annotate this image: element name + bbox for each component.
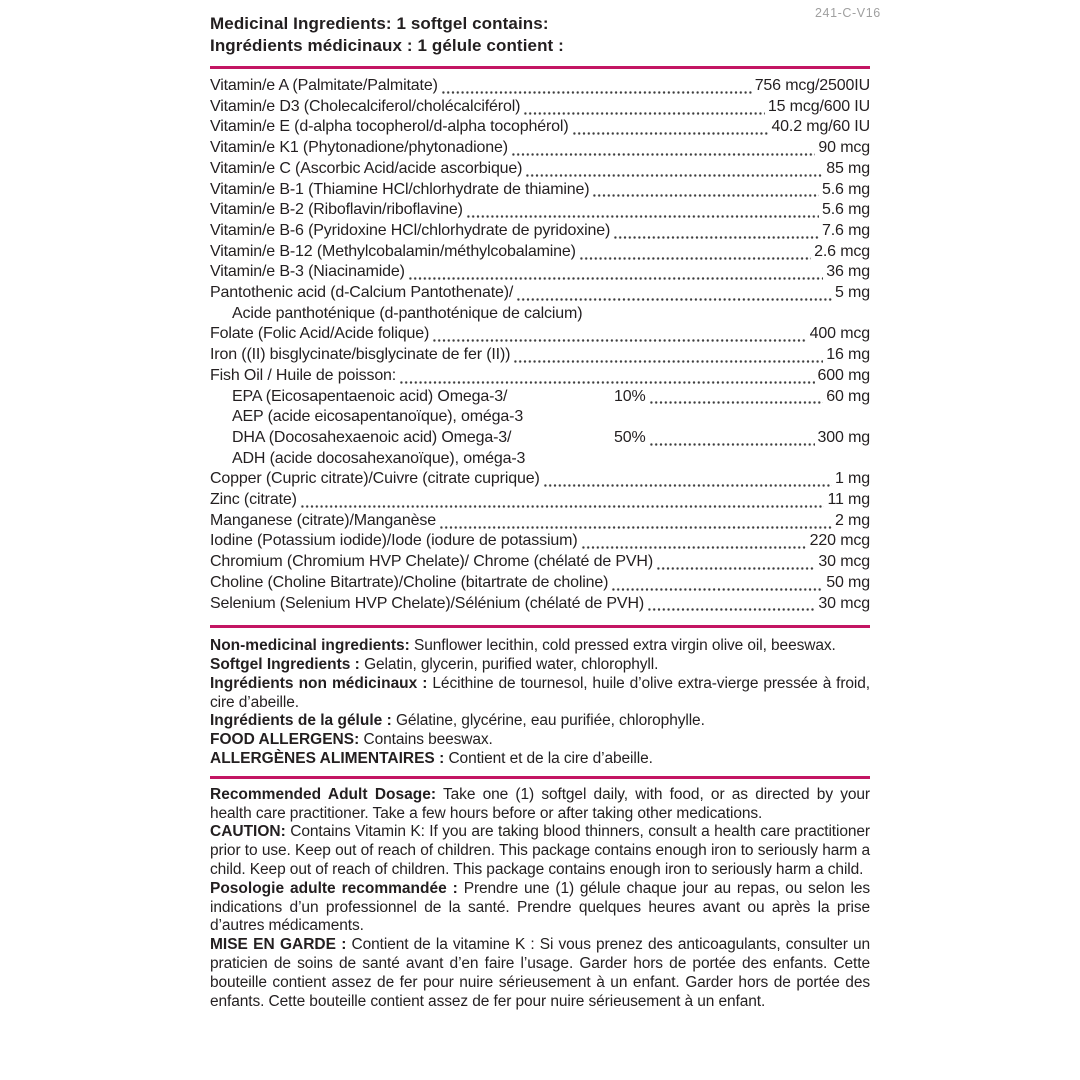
paragraph-text: Contient de la vitamine K : Si vous prenez des anticoagulants, consulter un praticien de soins de santé avant d’en faire l’usage. Garder hors de portée des enfants. Cette bouteille contient assez de fer pour nuire sérieusement à un enfant. Garder hors de portée des enfants. Cette bouteille contient assez de fer pour nuire sérieusement à un enfant. [210, 936, 870, 1010]
paragraph-text: Take one (1) softgel daily, with food, or as directed by your health care practitioner. Take a few hours before or after taking other medications. [210, 785, 870, 822]
paragraph-label: Softgel Ingredients : [210, 656, 360, 674]
ingredient-name: Vitamin/e A (Palmitate/Palmitate) [210, 77, 438, 94]
ingredient-row [210, 159, 870, 180]
dosage-caution-section [210, 786, 870, 1012]
dot-leader [513, 345, 823, 366]
ingredient-amount: 600 mg [817, 366, 870, 384]
dot-leader [647, 594, 815, 615]
ingredient-row [210, 345, 870, 366]
ingredient-row [210, 180, 870, 201]
dot-leader [300, 490, 825, 511]
ingredient-row [210, 490, 870, 511]
label-content [210, 13, 870, 1011]
medicinal-ingredient-list [210, 76, 870, 614]
dot-leader [408, 262, 823, 283]
ingredient-row [210, 387, 870, 408]
ingredient-name: AEP (acide eicosapentanoïque), oméga-3 [232, 408, 524, 426]
ingredient-amount: 5 mg [835, 284, 870, 302]
ingredient-name: EPA (Eicosapentaenoic acid) Omega-3/ [232, 387, 508, 405]
dot-leader [432, 324, 807, 345]
doc-code: 241-C-V16 [815, 6, 881, 20]
dot-leader [579, 242, 811, 263]
ingredient-row [210, 324, 870, 345]
ingredient-amount: 16 mg [826, 346, 870, 364]
label-paragraph [210, 823, 870, 879]
ingredient-name: Pantothenic acid (d-Calcium Pantothenate)/ [210, 284, 514, 302]
ingredient-amount: 30 mcg [818, 553, 870, 571]
ingredient-amount: 220 mcg [809, 532, 870, 550]
ingredient-row [210, 262, 870, 283]
dot-leader [611, 573, 823, 594]
paragraph-text: Contient et de la cire d’abeille. [448, 750, 653, 768]
paragraph-label: Recommended Adult Dosage: [210, 785, 437, 803]
dot-leader [511, 138, 816, 159]
ingredient-name: Vitamin/e B-6 (Pyridoxine HCl/chlorhydrate de pyridoxine) [210, 221, 611, 239]
paragraph-text: Lécithine de tournesol, huile d’olive extra-vierge pressée à froid, cire d’abeille. [210, 674, 871, 711]
dot-leader [525, 159, 823, 180]
ingredient-row [210, 594, 870, 615]
ingredient-amount: 60 mg [826, 387, 870, 405]
ingredient-name: Zinc (citrate) [210, 491, 297, 509]
label-paragraph [210, 712, 870, 731]
paragraph-label: ALLERGÈNES ALIMENTAIRES : [210, 750, 445, 768]
ingredient-row [210, 531, 870, 552]
paragraph-label: Ingrédients non médicinaux : [210, 674, 428, 692]
ingredient-row [210, 573, 870, 594]
section-divider [210, 66, 870, 69]
paragraph-label: FOOD ALLERGENS: [210, 731, 360, 749]
label-paragraph [210, 880, 870, 936]
paragraph-text: Contains beeswax. [363, 731, 493, 749]
ingredient-name: Vitamin/e E (d-alpha tocopherol/d-alpha tocophérol) [210, 118, 569, 136]
ingredient-name: Choline (Choline Bitartrate)/Choline (bitartrate de choline) [210, 573, 609, 591]
dot-leader [613, 221, 819, 242]
ingredient-row [210, 221, 870, 242]
dot-leader [656, 552, 815, 573]
label-paragraph [210, 936, 870, 1011]
label-paragraph [210, 750, 870, 769]
dot-leader [516, 283, 832, 304]
paragraph-label: CAUTION: [210, 823, 286, 841]
label-paragraph [210, 656, 870, 675]
ingredient-name: Iron ((II) bisglycinate/bisglycinate de fer (II)) [210, 346, 511, 364]
ingredient-name: Acide panthoténique (d-panthoténique de calcium) [232, 304, 583, 322]
dot-leader [581, 531, 807, 552]
paragraph-text: Prendre une (1) gélule chaque jour au repas, ou selon les indications d’un professionnel de la santé. Prendre quelques heures avant ou après la prise d’autres médicaments. [210, 879, 870, 935]
ingredient-row [210, 407, 870, 428]
ingredient-row [210, 552, 870, 573]
ingredient-row [210, 511, 870, 532]
nonmedicinal-section [210, 637, 870, 769]
label-paragraph [210, 675, 870, 713]
ingredient-name: ADH (acide docosahexanoïque), oméga-3 [232, 449, 526, 467]
ingredient-name: DHA (Docosahexaenoic acid) Omega-3/ [232, 428, 512, 446]
ingredient-percent: 10% [614, 387, 646, 405]
medicinal-heading-fr: Ingrédients médicinaux : 1 gélule contient : [210, 36, 564, 55]
ingredient-row [210, 469, 870, 490]
ingredient-name: Vitamin/e B-3 (Niacinamide) [210, 263, 405, 281]
ingredient-row [210, 138, 870, 159]
dot-leader [543, 469, 832, 490]
paragraph-label: Posologie adulte recommandée : [210, 879, 458, 897]
paragraph-text: Gélatine, glycérine, eau purifiée, chlorophylle. [395, 712, 705, 730]
ingredient-row [210, 304, 870, 325]
dot-leader [572, 117, 769, 138]
dot-leader [466, 200, 819, 221]
ingredient-row [210, 366, 870, 387]
dot-leader [523, 97, 765, 118]
section-divider [210, 625, 870, 628]
dot-leader [592, 180, 819, 201]
ingredient-amount: 50 mg [826, 573, 870, 591]
ingredient-amount: 11 mg [827, 491, 870, 509]
ingredient-amount: 756 mcg/2500IU [754, 77, 870, 94]
ingredient-amount: 1 mg [835, 470, 870, 488]
label-paragraph [210, 637, 870, 656]
dot-leader [399, 366, 814, 387]
ingredient-amount: 5.6 mg [821, 180, 870, 198]
ingredient-amount: 7.6 mg [821, 221, 870, 239]
ingredient-row [210, 242, 870, 263]
ingredient-name: Vitamin/e C (Ascorbic Acid/acide ascorbique) [210, 159, 523, 177]
ingredient-row [210, 117, 870, 138]
ingredient-amount: 400 mcg [809, 325, 870, 343]
ingredient-percent: 50% [614, 428, 646, 446]
ingredient-name: Folate (Folic Acid/Acide folique) [210, 325, 430, 343]
ingredient-row [210, 200, 870, 221]
paragraph-text: Sunflower lecithin, cold pressed extra virgin olive oil, beeswax. [414, 637, 836, 655]
ingredient-amount: 2.6 mcg [814, 242, 870, 260]
label-paragraph [210, 786, 870, 824]
ingredient-row [210, 97, 870, 118]
ingredient-name: Vitamin/e K1 (Phytonadione/phytonadione) [210, 139, 508, 157]
paragraph-label: Non-medicinal ingredients: [210, 637, 410, 655]
ingredient-amount: 15 mcg/600 IU [767, 97, 870, 115]
label-paragraph [210, 731, 870, 750]
ingredient-amount: 40.2 mg/60 IU [771, 118, 870, 136]
ingredient-amount: 2 mg [835, 511, 870, 529]
ingredient-name: Copper (Cupric citrate)/Cuivre (citrate cuprique) [210, 470, 540, 488]
ingredient-name: Vitamin/e D3 (Cholecalciferol/cholécalciférol) [210, 97, 521, 115]
paragraph-label: MISE EN GARDE : [210, 936, 347, 954]
dot-leader [439, 511, 832, 532]
dot-leader [649, 428, 815, 449]
ingredient-amount: 30 mcg [818, 594, 870, 612]
paragraph-label: Ingrédients de la gélule : [210, 712, 392, 730]
ingredient-name: Vitamin/e B-1 (Thiamine HCl/chlorhydrate de thiamine) [210, 180, 590, 198]
ingredient-row [210, 449, 870, 470]
ingredient-amount: 300 mg [817, 428, 870, 446]
ingredient-amount: 5.6 mg [821, 201, 870, 219]
ingredient-amount: 36 mg [826, 263, 870, 281]
dot-leader [649, 387, 824, 408]
ingredient-row [210, 428, 870, 449]
medicinal-heading-en: Medicinal Ingredients: 1 softgel contains: [210, 14, 549, 33]
paragraph-text: Contains Vitamin K: If you are taking blood thinners, consult a health care practitioner prior to use. Keep out of reach of children. This package contains enough iron to seriously harm a child. Keep out of reach of children. This package contains enough iron to seriously harm a child. [210, 823, 870, 879]
ingredient-amount: 85 mg [826, 159, 870, 177]
ingredient-name: Vitamin/e B-2 (Riboflavin/riboflavine) [210, 201, 463, 219]
ingredient-amount: 90 mcg [818, 139, 870, 157]
ingredient-row [210, 283, 870, 304]
ingredient-name: Fish Oil / Huile de poisson: [210, 366, 397, 384]
dot-leader [441, 76, 752, 97]
section-divider [210, 776, 870, 779]
ingredient-name: Iodine (Potassium iodide)/Iode (iodure de potassium) [210, 532, 578, 550]
ingredient-name: Selenium (Selenium HVP Chelate)/Sélénium (chélaté de PVH) [210, 594, 645, 612]
ingredient-name: Manganese (citrate)/Manganèse [210, 511, 437, 529]
ingredient-name: Chromium (Chromium HVP Chelate)/ Chrome (chélaté de PVH) [210, 553, 654, 571]
paragraph-text: Gelatin, glycerin, purified water, chlorophyll. [364, 656, 659, 674]
ingredient-row [210, 76, 870, 97]
ingredient-name: Vitamin/e B-12 (Methylcobalamin/méthylcobalamine) [210, 242, 576, 260]
